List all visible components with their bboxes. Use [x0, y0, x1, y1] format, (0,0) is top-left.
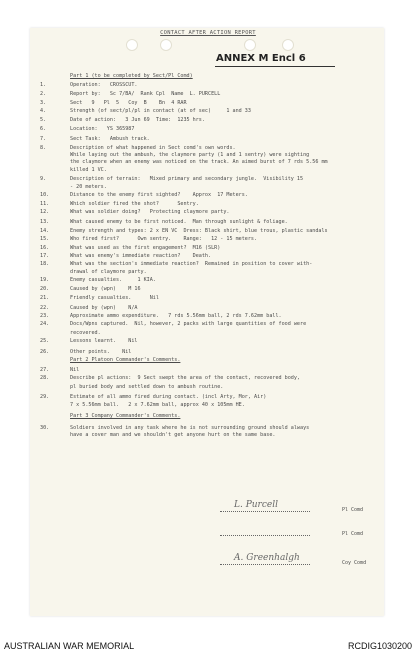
item-number: 27. — [40, 367, 50, 373]
report-line — [40, 209, 384, 215]
item-number: 9. — [40, 176, 47, 182]
signature-label: Coy Comd — [342, 560, 367, 566]
report-line — [40, 201, 384, 207]
punch-hole — [126, 39, 138, 51]
item-text: Which soldier fired the shot? Sentry. — [70, 201, 199, 207]
report-line — [40, 136, 384, 142]
report-line — [40, 152, 384, 158]
item-text: Approximate ammo expenditure. 7 rds 5.56mm ball, 2 rds 7.62mm ball. — [70, 313, 282, 319]
punch-hole — [160, 39, 172, 51]
item-number: 11. — [40, 201, 50, 207]
item-text: Part 3 Company Commander's Comments. — [70, 413, 181, 419]
report-line — [40, 117, 384, 123]
item-text: Describe pl actions: 9 Sect swept the area of the contact, recovered body, — [70, 375, 301, 381]
report-line — [40, 375, 384, 381]
item-number: 5. — [40, 117, 47, 123]
item-number: 6. — [40, 126, 47, 132]
footer-source: AUSTRALIAN WAR MEMORIAL — [4, 641, 135, 651]
report-line — [40, 313, 384, 319]
item-text: Friendly casualties. Nil — [70, 295, 159, 301]
report-line — [40, 432, 384, 438]
part-heading — [40, 73, 384, 79]
item-text: Sect 9 Pl 5 Coy B Bn 4 RAR — [70, 100, 187, 106]
item-number: 2. — [40, 91, 47, 97]
document-title: CONTACT AFTER ACTION REPORT — [160, 30, 256, 36]
item-number: 13. — [40, 219, 50, 225]
item-text: Soldiers involved in any task where he is not surrounding ground should always — [70, 425, 310, 431]
part-heading — [40, 357, 384, 363]
item-number: 1. — [40, 82, 47, 88]
item-text: Who fired first? Own sentry. Range: 12 - 15 meters. — [70, 236, 258, 242]
item-number: 21. — [40, 295, 50, 301]
footer-id: RCDIG1030200 — [347, 641, 412, 651]
item-text: Other points. Nil — [70, 349, 132, 355]
handwritten-signature: A. Greenhalgh — [234, 553, 300, 563]
item-text: Sect Task: Ambush track. — [70, 136, 150, 142]
item-text: Description of terrain: Mixed primary and secondary jungle. Visibility 15 — [70, 176, 304, 182]
item-number: 20. — [40, 286, 50, 292]
report-line — [40, 338, 384, 344]
punch-hole — [244, 39, 256, 51]
report-line — [40, 305, 384, 311]
item-text: - 20 meters. — [70, 184, 107, 190]
report-line — [40, 126, 384, 132]
report-line — [40, 91, 384, 97]
item-number: 23. — [40, 313, 50, 319]
part-heading — [40, 413, 384, 419]
report-line — [40, 321, 384, 327]
report-line — [40, 184, 384, 190]
item-text: What was soldier doing? Protecting claymore party. — [70, 209, 230, 215]
item-text: have a cover man and we shouldn't get anyone hurt on the same base. — [70, 432, 276, 438]
report-line — [40, 253, 384, 259]
item-number: 4. — [40, 108, 47, 114]
report-line — [40, 367, 384, 373]
item-number: 15. — [40, 236, 50, 242]
item-text: Distance to the enemy first sighted? Approx 17 Meters. — [70, 192, 248, 198]
item-text: What was the section's immediate reaction? Remained in position to cover with- — [70, 261, 313, 267]
item-text: Nil — [70, 367, 80, 373]
item-number: 3. — [40, 100, 47, 106]
item-text: While laying out the ambush, the claymore party (1 and 1 sentry) were sighting — [70, 152, 310, 158]
item-text: Enemy strength and types: 2 x EN VC Dress: Black shirt, blue trous, plastic sandals — [70, 228, 328, 234]
report-line — [40, 349, 384, 355]
report-line — [40, 286, 384, 292]
item-number: 16. — [40, 245, 50, 251]
report-line — [40, 330, 384, 336]
item-number: 29. — [40, 394, 50, 400]
item-text: 7 x 5.56mm ball. 2 x 7.62mm ball, approx 40 x 105mm HE. — [70, 402, 245, 408]
item-text: the claymore when an enemy was noticed on the track. An aimed burst of 7 rds 5.56 mm — [70, 159, 328, 165]
item-text: What caused enemy to be first noticed. Man through sunlight & foliage. — [70, 219, 288, 225]
item-text: Docs/Wpns captured. Nil, however, 2 packs with large quantities of food were — [70, 321, 307, 327]
item-text: Location: YS 365987 — [70, 126, 135, 132]
punch-hole — [282, 39, 294, 51]
report-line — [40, 145, 384, 151]
item-text: Strength (of sect/pl/pl in contact (at of sec) 1 and 33 — [70, 108, 251, 114]
signature-line — [220, 535, 310, 536]
report-line — [40, 159, 384, 165]
item-number: 7. — [40, 136, 47, 142]
item-number: 8. — [40, 145, 47, 151]
item-number: 22. — [40, 305, 50, 311]
item-number: 14. — [40, 228, 50, 234]
item-text: Part 1 (to be completed by Sect/Pl Comd) — [70, 73, 193, 79]
item-number: 28. — [40, 375, 50, 381]
report-line — [40, 261, 384, 267]
item-number: 18. — [40, 261, 50, 267]
item-text: What was used as the first engagement? M16 (SLR) — [70, 245, 221, 251]
report-line — [40, 108, 384, 114]
item-text: drawal of claymore party. — [70, 269, 147, 275]
report-line — [40, 425, 384, 431]
report-line — [40, 82, 384, 88]
item-text: Estimate of all ammo fired during contact. (incl Arty, Mor, Air) — [70, 394, 267, 400]
item-text: Caused by (wpn) M 16 — [70, 286, 141, 292]
signature-label: Pl Comd — [342, 507, 364, 513]
item-text: Date of action: 3 Jun 69 Time: 1235 hrs. — [70, 117, 205, 123]
report-line — [40, 269, 384, 275]
report-line — [40, 384, 384, 390]
report-line — [40, 394, 384, 400]
item-number: 12. — [40, 209, 50, 215]
report-line — [40, 219, 384, 225]
report-line — [40, 100, 384, 106]
item-text: Report by: Sc 7/BA/ Rank Cpl Name L. PURCELL — [70, 91, 221, 97]
item-text: What was enemy's immediate reaction? Death. — [70, 253, 212, 259]
item-number: 17. — [40, 253, 50, 259]
report-line — [40, 176, 384, 182]
item-text: pl buried body and settled down to ambush routine. — [70, 384, 224, 390]
report-line — [40, 277, 384, 283]
item-text: Part 2 Platoon Commander's Comments. — [70, 357, 181, 363]
report-line — [40, 295, 384, 301]
report-line — [40, 236, 384, 242]
item-number: 30. — [40, 425, 50, 431]
report-line — [40, 167, 384, 173]
item-number: 19. — [40, 277, 50, 283]
item-number: 10. — [40, 192, 50, 198]
item-text: killed 1 VC. — [70, 167, 107, 173]
item-number: 25. — [40, 338, 50, 344]
report-line — [40, 192, 384, 198]
annex-label: ANNEX M Encl 6 — [216, 53, 306, 64]
item-text: Lessons learnt. Nil — [70, 338, 138, 344]
item-text: recovered. — [70, 330, 101, 336]
handwritten-signature: L. Purcell — [234, 500, 278, 510]
item-text: Description of what happened in Sect comd's own words. — [70, 145, 236, 151]
item-text: Enemy casualties. 1 KIA. — [70, 277, 156, 283]
signature-line — [220, 564, 310, 565]
item-text: Caused by (wpn) N/A — [70, 305, 138, 311]
signature-line — [220, 511, 310, 512]
report-line — [40, 228, 384, 234]
report-line — [40, 245, 384, 251]
signature-label: Pl Comd — [342, 531, 364, 537]
item-number: 26. — [40, 349, 50, 355]
item-text: Operation: CROSSCUT. — [70, 82, 138, 88]
item-number: 24. — [40, 321, 50, 327]
report-line — [40, 402, 384, 408]
